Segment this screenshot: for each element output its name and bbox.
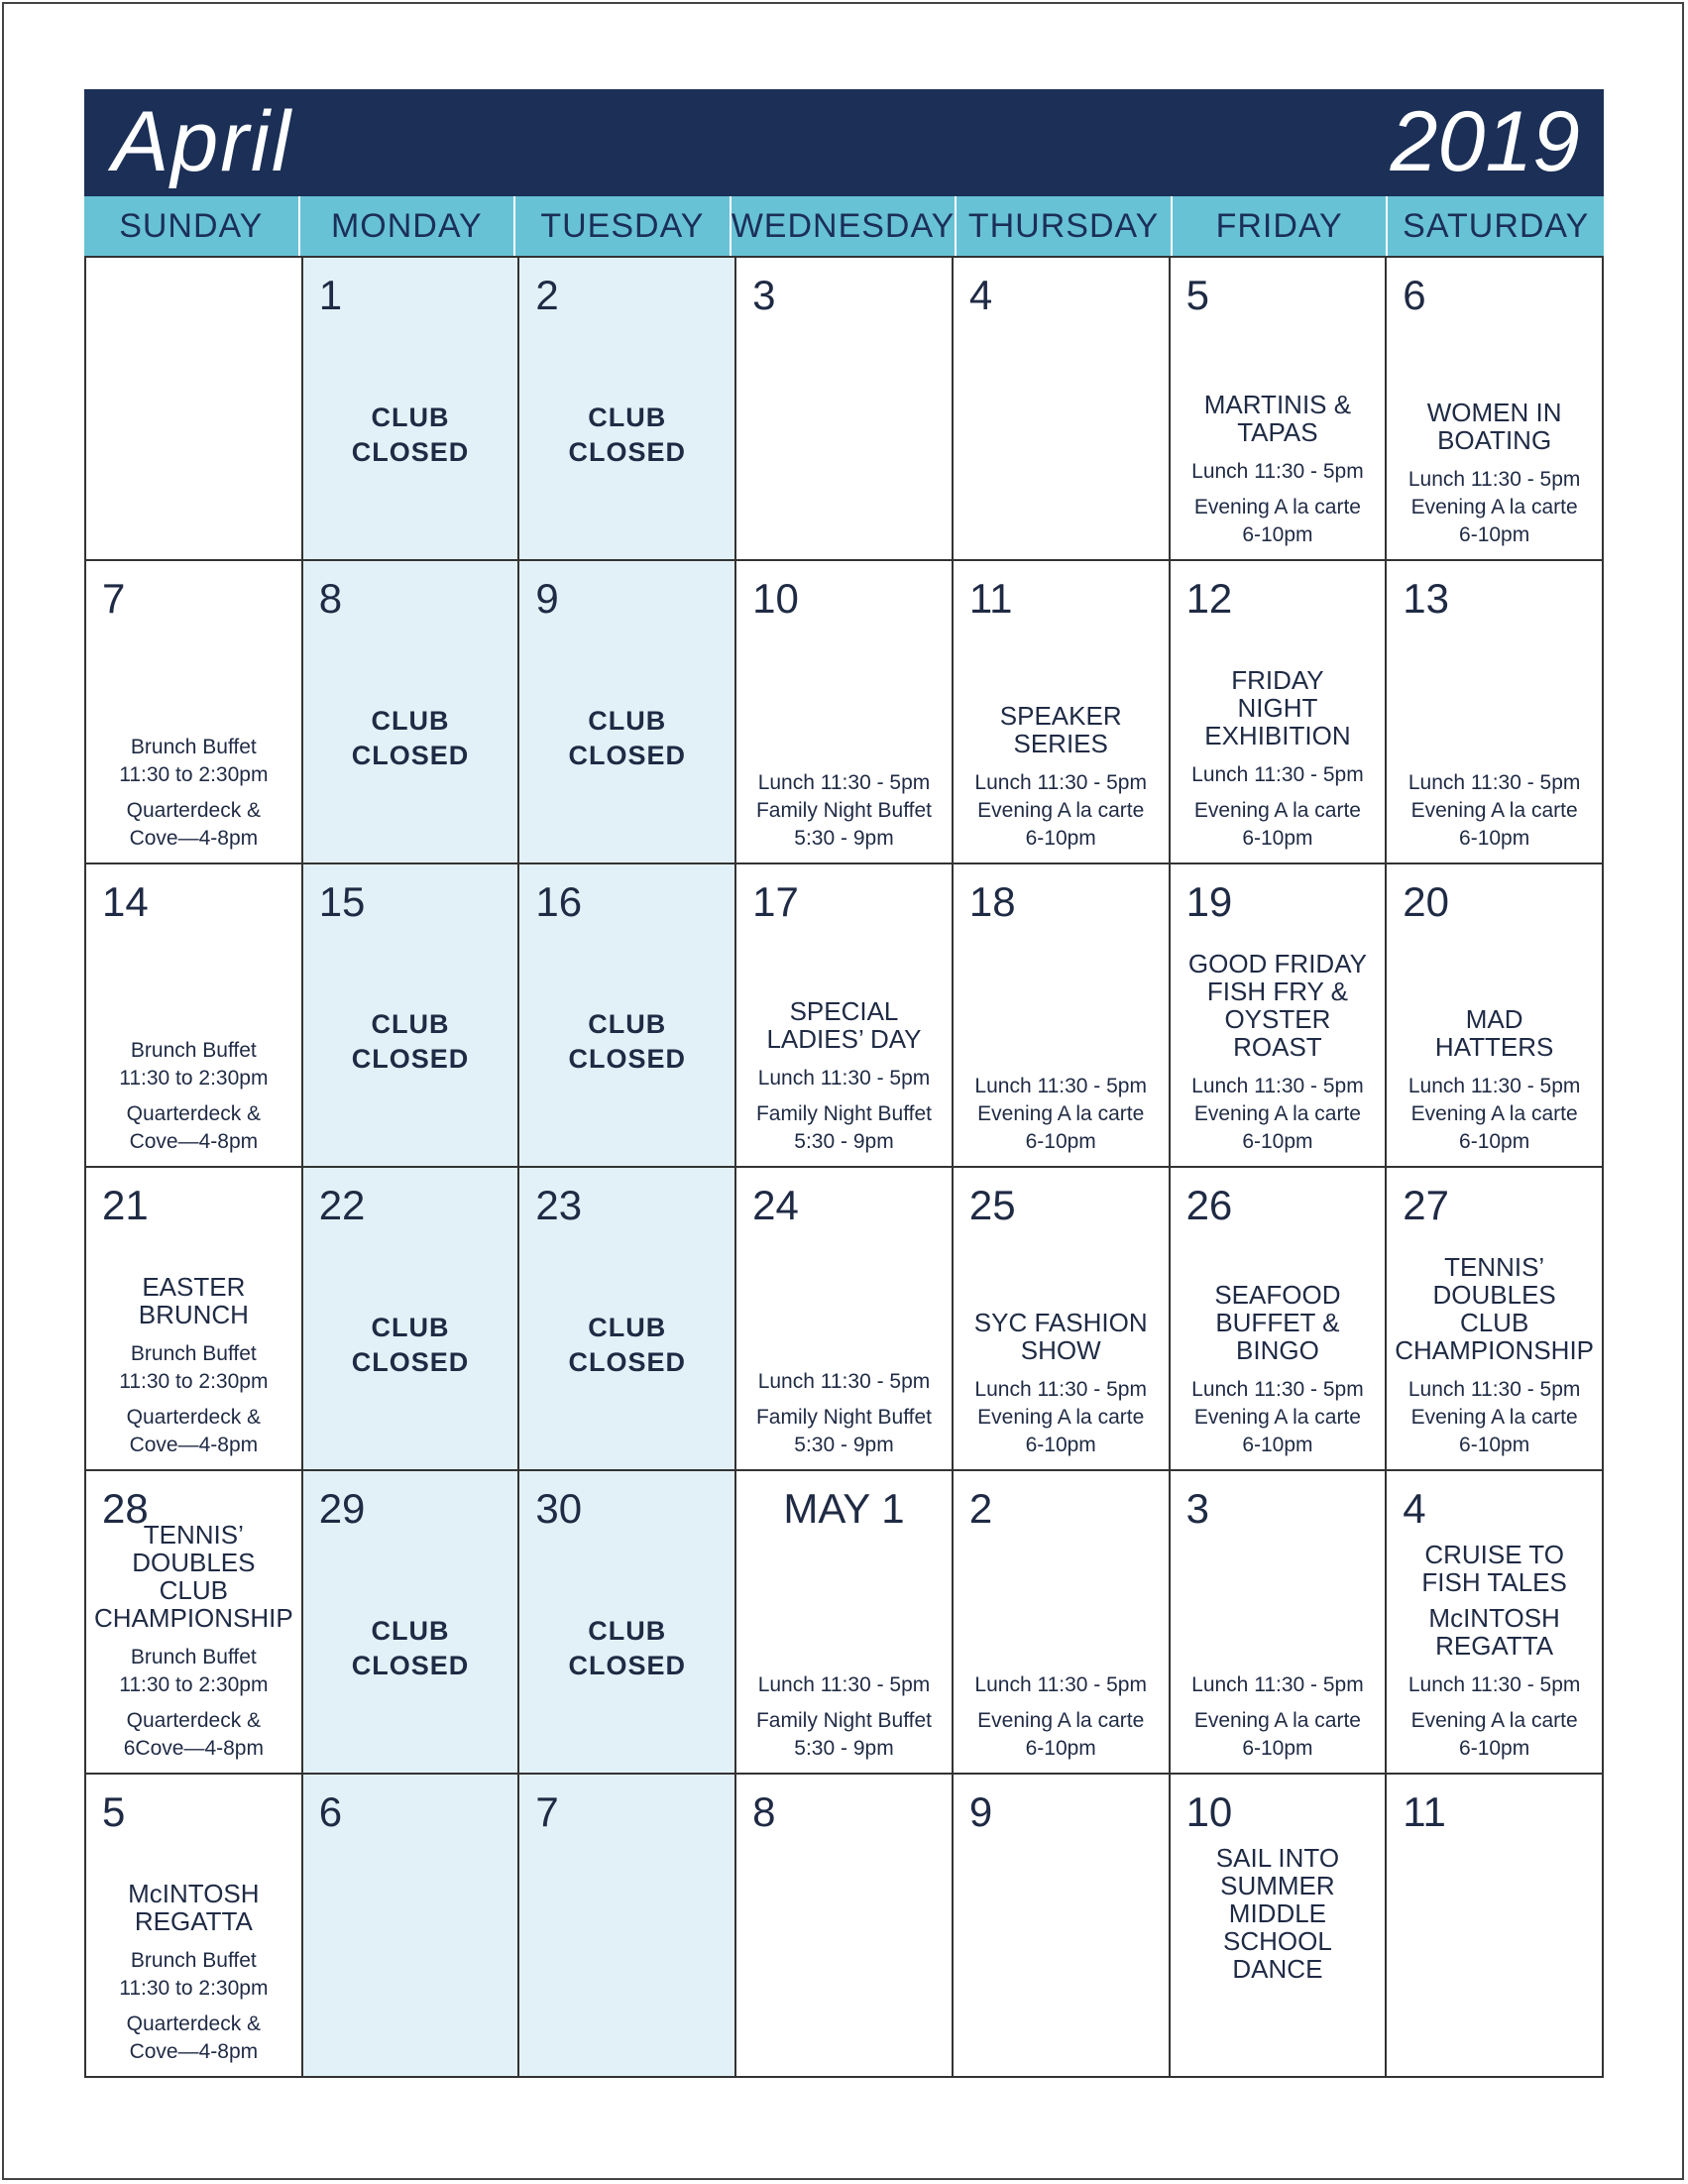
day-content [523, 1834, 731, 2070]
day-content [1391, 1834, 1598, 2070]
event-title: GOOD FRIDAY FISH FRY & OYSTER ROAST [1187, 948, 1367, 1063]
day-cell [954, 1469, 1171, 1773]
day-cell [736, 1166, 954, 1469]
day-number: 9 [535, 575, 559, 622]
day-number: 6 [318, 1788, 343, 1835]
day-content [307, 1834, 514, 2070]
event-detail: Quarterdeck & Cove—4-8pm [126, 1406, 262, 1457]
event-title: SYC FASHION SHOW [973, 1308, 1148, 1366]
weekday-label: MONDAY [300, 196, 516, 256]
day-cell [1171, 862, 1388, 1166]
day-content [1175, 1227, 1382, 1463]
event-detail: Family Night Buffet 5:30 - 9pm [755, 1709, 932, 1761]
day-cell [519, 1773, 736, 2076]
event-detail: Brunch Buffet 11:30 to 2:30pm [119, 1646, 269, 1697]
day-cell [954, 1773, 1171, 2076]
day-cell [303, 256, 520, 559]
day-content [1175, 1834, 1382, 2070]
day-content [740, 1834, 948, 2070]
event-title: McINTOSH REGATTA [128, 1879, 260, 1937]
event-title: EASTER BRUNCH [138, 1272, 249, 1330]
day-content [307, 1531, 514, 1767]
day-content [523, 924, 731, 1160]
day-cell [736, 1469, 954, 1773]
day-cell [1387, 1166, 1604, 1469]
day-number: 19 [1185, 878, 1233, 925]
club-closed-label: CLUB CLOSED [568, 705, 687, 770]
day-number: 2 [535, 272, 559, 318]
day-number: 27 [1403, 1182, 1449, 1228]
day-content [523, 317, 731, 553]
weekday-label: WEDNESDAY [731, 196, 957, 256]
day-number: 13 [1403, 575, 1449, 622]
event-detail: Lunch 11:30 - 5pm [1407, 1673, 1581, 1697]
day-number: 7 [535, 1788, 559, 1835]
day-number: 29 [318, 1485, 366, 1532]
event-detail: Brunch Buffet 11:30 to 2:30pm [119, 1342, 269, 1394]
day-content [957, 621, 1165, 857]
day-cell [954, 559, 1171, 862]
day-cell [736, 256, 954, 559]
day-cell [86, 1166, 303, 1469]
event-detail: Brunch Buffet 11:30 to 2:30pm [119, 736, 269, 787]
weekday-label: SUNDAY [84, 196, 300, 256]
day-cell [1387, 256, 1604, 559]
event-detail: Lunch 11:30 - 5pm Evening A la carte 6-10pm [974, 1075, 1147, 1154]
event-detail: Evening A la carte 6-10pm [1410, 1709, 1578, 1761]
day-number: 2 [968, 1485, 993, 1532]
day-content [1391, 621, 1598, 857]
day-content [957, 924, 1165, 1160]
event-detail: Evening A la carte 6-10pm [1193, 496, 1361, 547]
event-detail: Evening A la carte 6-10pm [1193, 1709, 1361, 1761]
day-cell [86, 256, 303, 559]
day-content [90, 1520, 297, 1767]
day-content [523, 1227, 731, 1463]
day-number: 10 [1185, 1788, 1233, 1835]
day-number: 28 [102, 1485, 149, 1532]
day-number: 24 [752, 1182, 799, 1228]
event-title: TENNIS’ DOUBLES CLUB CHAMPIONSHIP [93, 1520, 293, 1634]
day-number: 6 [1403, 272, 1426, 318]
day-content [1175, 1531, 1382, 1767]
day-number: 18 [968, 878, 1016, 925]
day-content [740, 1531, 948, 1767]
event-detail: Lunch 11:30 - 5pm Evening A la carte 6-10pm [1407, 1075, 1581, 1154]
event-detail: Lunch 11:30 - 5pm [974, 1673, 1147, 1697]
weekday-label: TUESDAY [515, 196, 731, 256]
club-closed-label: CLUB CLOSED [351, 1615, 470, 1680]
day-cell [736, 862, 954, 1166]
day-content [957, 1531, 1165, 1767]
day-content [1391, 924, 1598, 1160]
month-title: April [112, 94, 293, 189]
day-number: MAY 1 [783, 1485, 905, 1532]
day-content [1175, 621, 1382, 857]
day-cell [1171, 1469, 1388, 1773]
day-number: 4 [1403, 1485, 1426, 1532]
day-cell [86, 559, 303, 862]
day-cell [1171, 256, 1388, 559]
day-content [90, 1227, 297, 1463]
calendar-grid [84, 256, 1604, 2078]
day-number: 21 [102, 1182, 149, 1228]
day-content [1391, 1531, 1598, 1767]
event-detail: Lunch 11:30 - 5pm [757, 1370, 931, 1394]
day-cell [303, 1469, 520, 1773]
day-cell [303, 559, 520, 862]
event-detail: Quarterdeck & 6Cove—4-8pm [123, 1709, 264, 1761]
day-cell [736, 559, 954, 862]
event-detail: Lunch 11:30 - 5pm [1191, 1673, 1364, 1697]
day-number: 25 [968, 1182, 1016, 1228]
day-number: 11 [1403, 1788, 1446, 1835]
event-detail: Family Night Buffet 5:30 - 9pm [755, 1406, 932, 1457]
day-cell [303, 862, 520, 1166]
day-number: 10 [752, 575, 799, 622]
day-content [740, 621, 948, 857]
event-title: TENNIS’ DOUBLES CLUB CHAMPIONSHIP [1395, 1251, 1595, 1366]
event-detail: Family Night Buffet 5:30 - 9pm [755, 1102, 932, 1154]
day-number: 20 [1403, 878, 1449, 925]
day-cell [954, 1166, 1171, 1469]
day-number: 4 [968, 272, 993, 318]
day-content [523, 1531, 731, 1767]
event-title: CRUISE TO FISH TALES [1421, 1539, 1567, 1597]
event-title: SAIL INTO SUMMER MIDDLE SCHOOL DANCE [1215, 1843, 1340, 1985]
event-detail: Lunch 11:30 - 5pm Evening A la carte 6-10pm [1191, 1378, 1364, 1457]
event-title: MAD HATTERS [1434, 1004, 1554, 1063]
day-cell [303, 1166, 520, 1469]
club-closed-label: CLUB CLOSED [568, 1312, 687, 1377]
club-closed-label: CLUB CLOSED [568, 1615, 687, 1680]
day-number: 17 [752, 878, 799, 925]
day-number: 12 [1185, 575, 1233, 622]
day-number: 5 [1185, 272, 1209, 318]
club-closed-label: CLUB CLOSED [568, 1008, 687, 1074]
day-number: 1 [318, 272, 343, 318]
day-cell [736, 1773, 954, 2076]
day-cell [1387, 1469, 1604, 1773]
day-content [90, 621, 297, 857]
day-number: 15 [318, 878, 366, 925]
day-number: 26 [1185, 1182, 1233, 1228]
day-cell [519, 256, 736, 559]
day-cell [519, 559, 736, 862]
year-title: 2019 [1390, 94, 1580, 189]
event-title: WOMEN IN BOATING [1426, 398, 1562, 456]
day-content [1391, 1227, 1598, 1463]
day-content [307, 1227, 514, 1463]
day-cell [519, 1166, 736, 1469]
day-cell [1171, 1773, 1388, 2076]
day-content [740, 317, 948, 553]
day-number: 9 [968, 1788, 993, 1835]
club-closed-label: CLUB CLOSED [351, 1008, 470, 1074]
event-title: SPECIAL LADIES’ DAY [766, 996, 922, 1055]
event-detail: Lunch 11:30 - 5pm Evening A la carte 6-10pm [1407, 468, 1581, 547]
day-cell [86, 1469, 303, 1773]
weekday-header-row [84, 196, 1604, 256]
day-number: 16 [535, 878, 583, 925]
day-content [1175, 317, 1382, 553]
day-content [957, 1834, 1165, 2070]
day-number: 11 [968, 575, 1013, 622]
day-number: 3 [1185, 1485, 1209, 1532]
day-content [307, 621, 514, 857]
day-content [957, 1227, 1165, 1463]
day-number: 23 [535, 1182, 583, 1228]
event-title: FRIDAY NIGHT EXHIBITION [1204, 665, 1351, 751]
day-cell [1171, 1166, 1388, 1469]
event-detail: Evening A la carte 6-10pm [977, 1709, 1145, 1761]
day-number: 8 [318, 575, 343, 622]
day-number: 5 [102, 1788, 126, 1835]
event-title: SPEAKER SERIES [999, 701, 1122, 759]
day-cell [519, 1469, 736, 1773]
day-cell [303, 1773, 520, 2076]
day-number: 7 [102, 575, 126, 622]
club-closed-label: CLUB CLOSED [568, 402, 687, 467]
day-cell [86, 1773, 303, 2076]
day-number: 14 [102, 878, 149, 925]
day-cell [954, 862, 1171, 1166]
event-detail: Lunch 11:30 - 5pm Evening A la carte 6-10pm [974, 1378, 1147, 1457]
day-cell [1387, 559, 1604, 862]
day-content [1391, 317, 1598, 553]
day-content [1175, 924, 1382, 1160]
club-closed-label: CLUB CLOSED [351, 402, 470, 467]
event-title: SEAFOOD BUFFET & BINGO [1214, 1280, 1341, 1366]
day-cell [1387, 862, 1604, 1166]
day-cell [1387, 1773, 1604, 2076]
event-detail: Lunch 11:30 - 5pm Evening A la carte 6-10pm [974, 771, 1147, 851]
event-detail: Lunch 11:30 - 5pm Family Night Buffet 5:30 - 9pm [755, 771, 932, 851]
calendar-header [84, 89, 1604, 196]
day-cell [954, 256, 1171, 559]
day-content [957, 317, 1165, 553]
day-number: 3 [752, 272, 776, 318]
day-number: 30 [535, 1485, 583, 1532]
day-content [90, 317, 297, 553]
day-content [90, 924, 297, 1160]
weekday-label: THURSDAY [957, 196, 1173, 256]
event-detail: Lunch 11:30 - 5pm Evening A la carte 6-10pm [1407, 1378, 1581, 1457]
event-detail: Evening A la carte 6-10pm [1193, 799, 1361, 851]
event-detail: Quarterdeck & Cove—4-8pm [126, 1102, 262, 1154]
day-content [307, 317, 514, 553]
club-closed-label: CLUB CLOSED [351, 705, 470, 770]
event-detail: Lunch 11:30 - 5pm [1191, 460, 1364, 484]
weekday-label: SATURDAY [1403, 206, 1590, 245]
event-detail: Quarterdeck & Cove—4-8pm [126, 2012, 262, 2064]
day-cell [86, 862, 303, 1166]
event-detail: Brunch Buffet 11:30 to 2:30pm [119, 1949, 269, 2001]
event-detail: Lunch 11:30 - 5pm [1191, 763, 1364, 787]
event-detail: Lunch 11:30 - 5pm [757, 1673, 931, 1697]
day-content [523, 621, 731, 857]
weekday-label: FRIDAY [1173, 196, 1389, 256]
day-number: 8 [752, 1788, 776, 1835]
event-detail: Lunch 11:30 - 5pm Evening A la carte 6-10pm [1191, 1075, 1364, 1154]
day-cell [519, 862, 736, 1166]
event-detail: Brunch Buffet 11:30 to 2:30pm [119, 1039, 269, 1091]
day-content [90, 1834, 297, 2070]
event-detail: Quarterdeck & Cove—4-8pm [126, 799, 262, 851]
event-title: McINTOSH REGATTA [1428, 1603, 1560, 1662]
day-content [740, 924, 948, 1160]
club-closed-label: CLUB CLOSED [351, 1312, 470, 1377]
event-title: MARTINIS & TAPAS [1203, 390, 1352, 448]
day-number: 22 [318, 1182, 366, 1228]
day-cell [1171, 559, 1388, 862]
day-content [740, 1227, 948, 1463]
event-detail: Lunch 11:30 - 5pm [757, 1067, 931, 1091]
day-content [307, 924, 514, 1160]
event-detail: Lunch 11:30 - 5pm Evening A la carte 6-10pm [1407, 771, 1581, 851]
